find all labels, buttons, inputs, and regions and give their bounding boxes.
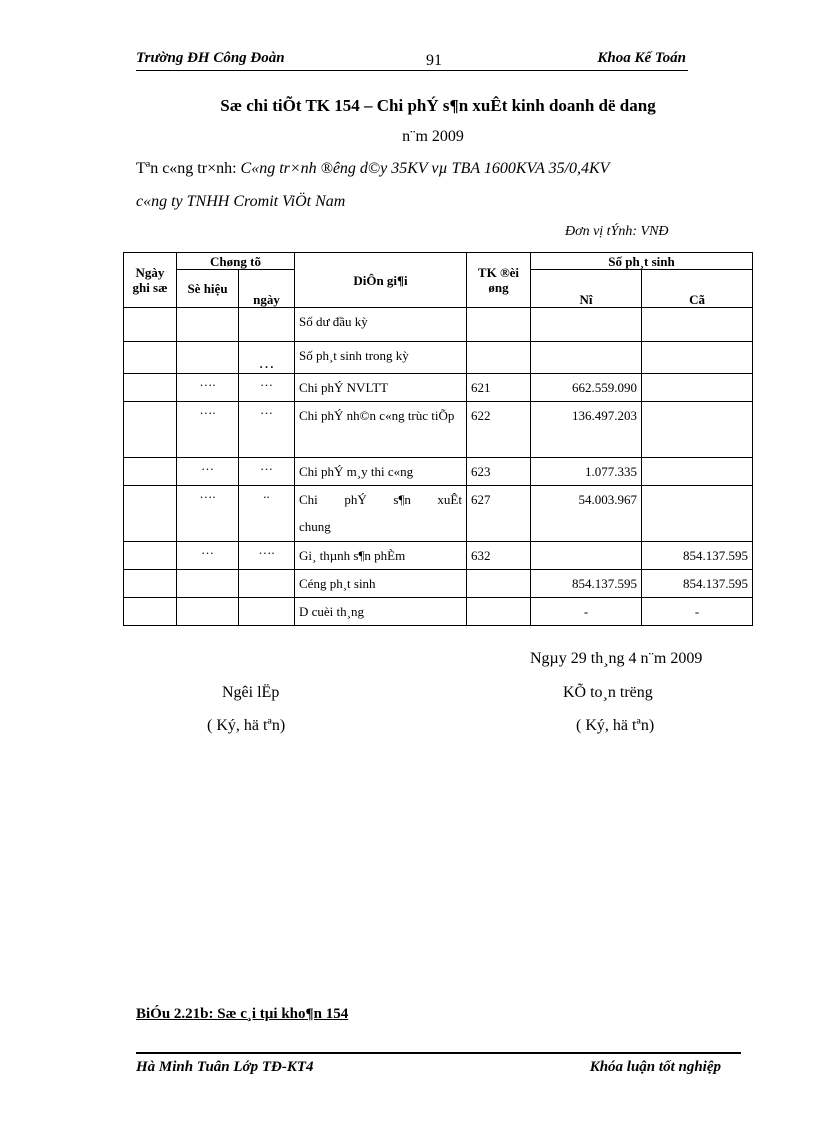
cell-account: [467, 342, 531, 374]
table-row: [124, 342, 753, 374]
cell-description: Chi phÝ NVLTT: [295, 374, 467, 402]
cell-credit: [642, 402, 753, 458]
cell-account: 621: [467, 374, 531, 402]
table-row: [124, 486, 753, 542]
accountant-title: KÕ to¸n trëng: [563, 684, 653, 701]
currency-unit: Đơn vị tÝnh: VNĐ: [565, 224, 669, 239]
cell-number: …: [177, 458, 239, 486]
project-line-2: c«ng ty TNHH Cromit ViÖt Nam: [136, 193, 346, 210]
cell-account: [467, 598, 531, 626]
cell-debit: 136.497.203: [531, 402, 642, 458]
cell-date: [124, 402, 177, 458]
table-row: [124, 598, 753, 626]
cell-voucher-date: [239, 598, 295, 626]
ledger-table: [123, 252, 753, 626]
table-row: [124, 374, 753, 402]
cell-account: 627: [467, 486, 531, 542]
cell-credit: [642, 374, 753, 402]
table-row: [124, 402, 753, 458]
cell-voucher-date: …: [239, 374, 295, 402]
document-title: Sæ chi tiÕt TK 154 – Chi phÝ s¶n xuÊt kinh doanh dë dang: [220, 96, 656, 115]
footer-thesis: Khóa luận tốt nghiệp: [589, 1059, 721, 1075]
preparer-note: ( Ký, hä tªn): [207, 717, 286, 734]
cell-debit: [531, 342, 642, 374]
cell-description: D cuèi th¸ng: [295, 598, 467, 626]
cell-voucher-date: ..: [239, 486, 295, 542]
page-number: 91: [426, 52, 442, 69]
cell-number: [177, 598, 239, 626]
cell-voucher-date: [239, 308, 295, 342]
cell-description: Số dư đầu kỳ: [295, 308, 467, 342]
cell-date: [124, 342, 177, 374]
header-account: TK ®èi øng: [467, 253, 531, 308]
cell-debit: 854.137.595: [531, 570, 642, 598]
page-header: [136, 48, 688, 71]
footer-author: Hà Minh Tuân Lớp TĐ-KT4: [136, 1059, 314, 1075]
preparer-title: Ngêi lËp: [222, 684, 280, 701]
cell-credit: 854.137.595: [642, 542, 753, 570]
cell-account: 622: [467, 402, 531, 458]
header-school: Trường ĐH Công Đoàn: [136, 50, 285, 66]
cell-credit: [642, 342, 753, 374]
header-description: DiÔn gi¶i: [295, 253, 467, 308]
cell-voucher-date: …: [239, 458, 295, 486]
project-name: C«ng tr×nh ®êng d©y 35KV vµ TBA 1600KVA 35/0,4KV: [240, 160, 610, 177]
cell-debit: [531, 542, 642, 570]
cell-account: [467, 308, 531, 342]
page-footer: [136, 1052, 741, 1080]
cell-number: ….: [177, 402, 239, 458]
cell-voucher-date: …: [239, 402, 295, 458]
table-row: [124, 570, 753, 598]
header-voucher: Chøng tõ: [177, 253, 295, 270]
header-faculty: Khoa Kế Toán: [597, 50, 686, 66]
cell-voucher-date: [239, 570, 295, 598]
cell-voucher-date: …: [239, 342, 295, 374]
cell-credit: [642, 486, 753, 542]
ledger-body: [124, 308, 753, 626]
cell-number: [177, 342, 239, 374]
cell-account: 632: [467, 542, 531, 570]
cell-date: [124, 598, 177, 626]
cell-debit: [531, 308, 642, 342]
cell-number: ….: [177, 486, 239, 542]
header-debit: Nî: [531, 270, 642, 308]
cell-description: Chi phÝ m¸y thi c«ng: [295, 458, 467, 486]
cell-account: 623: [467, 458, 531, 486]
cell-debit: 1.077.335: [531, 458, 642, 486]
table-row: [124, 458, 753, 486]
cell-debit: -: [531, 598, 642, 626]
cell-date: [124, 486, 177, 542]
cell-date: [124, 458, 177, 486]
document-year: n¨m 2009: [402, 128, 464, 145]
header-amount: Số ph¸t sinh: [531, 253, 753, 270]
cell-number: [177, 570, 239, 598]
header-voucher-number: Sè hiệu: [177, 270, 239, 308]
cell-description: Số ph¸t sinh trong kỳ: [295, 342, 467, 374]
cell-voucher-date: ….: [239, 542, 295, 570]
cell-description: Chi phÝ nh©n c«ng trùc tiÕp: [295, 402, 467, 458]
table-row: [124, 308, 753, 342]
header-date: Ngày ghi sæ: [124, 253, 177, 308]
cell-date: [124, 308, 177, 342]
cell-number: [177, 308, 239, 342]
accountant-note: ( Ký, hä tªn): [576, 717, 655, 734]
cell-date: [124, 570, 177, 598]
project-line-1: [136, 160, 609, 178]
cell-number: …: [177, 542, 239, 570]
cell-account: [467, 570, 531, 598]
cell-number: ….: [177, 374, 239, 402]
cell-debit: 662.559.090: [531, 374, 642, 402]
table-row: [124, 542, 753, 570]
cell-date: [124, 542, 177, 570]
cell-credit: -: [642, 598, 753, 626]
project-label: Tªn c«ng tr×nh:: [136, 160, 241, 177]
cell-date: [124, 374, 177, 402]
cell-credit: [642, 308, 753, 342]
header-voucher-date: ngày: [239, 270, 295, 308]
figure-caption: BiÓu 2.21b: Sæ c¸i tµi kho¶n 154: [136, 1006, 349, 1022]
cell-credit: 854.137.595: [642, 570, 753, 598]
cell-description: Chi phÝ s¶n xuÊt chung: [295, 486, 467, 542]
cell-description: Gi¸ thµnh s¶n phÈm: [295, 542, 467, 570]
cell-credit: [642, 458, 753, 486]
cell-debit: 54.003.967: [531, 486, 642, 542]
sign-date: Ngµy 29 th¸ng 4 n¨m 2009: [530, 650, 703, 667]
header-credit: Cã: [642, 270, 753, 308]
cell-description: Céng ph¸t sinh: [295, 570, 467, 598]
